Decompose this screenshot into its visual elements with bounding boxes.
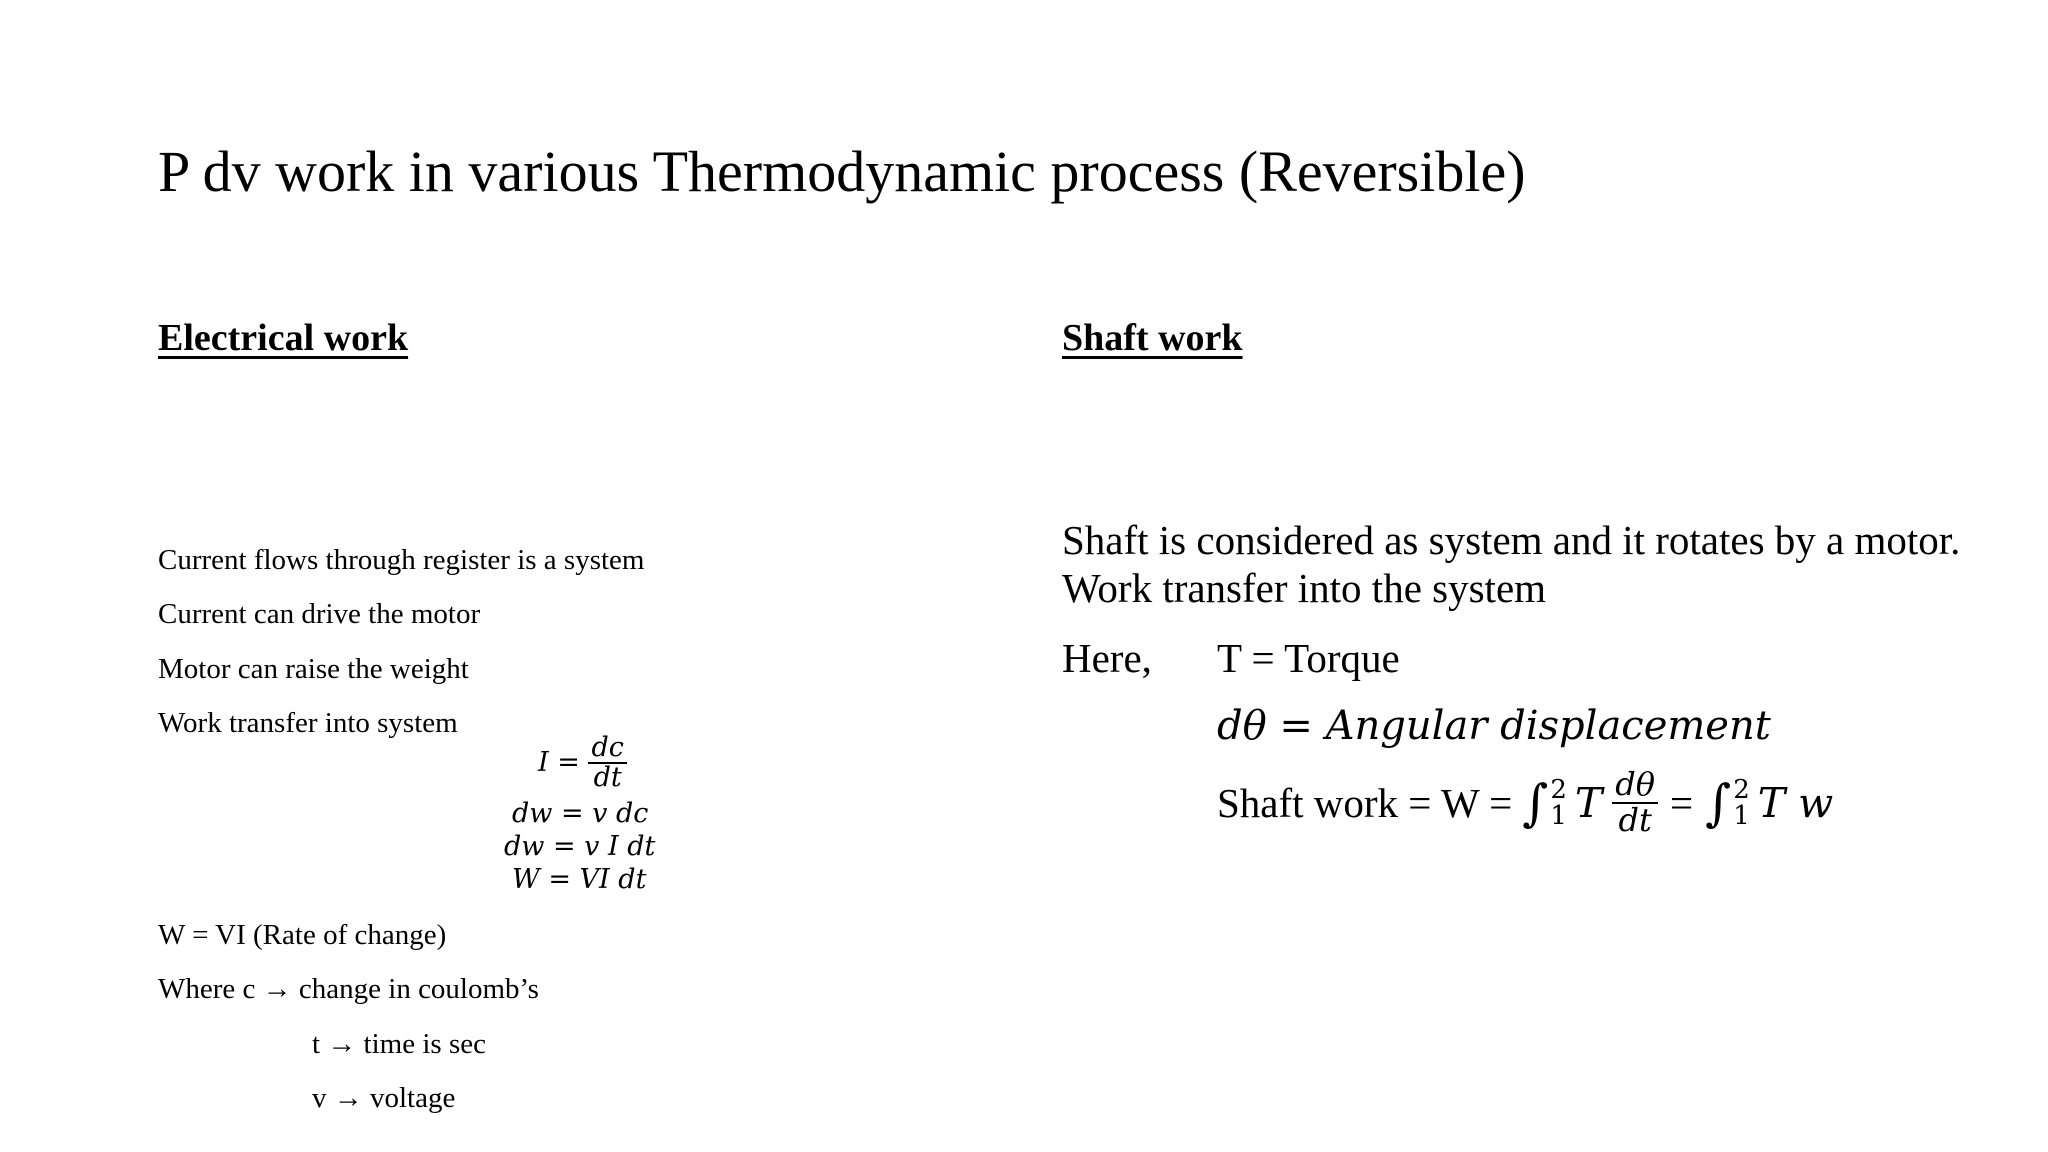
equation-current — [538, 734, 627, 793]
slide-title: P dv work in various Thermodynamic process (Reversible) — [158, 139, 1526, 204]
shaft-work-label: Shaft work = W = — [1217, 779, 1513, 826]
integral-upper-limit: 2 — [1550, 774, 1567, 805]
integral-2 — [1705, 773, 1750, 832]
shaft-work-heading: Shaft work — [1062, 317, 1243, 359]
integral-lower-limit: 1 — [1733, 800, 1750, 831]
fraction-numerator: dθ — [1612, 768, 1658, 804]
electrical-line-4: Work transfer into system — [158, 707, 458, 739]
equation-current-fraction — [588, 734, 626, 793]
torque-definition: T = Torque — [1217, 635, 1400, 681]
rate-of-change-line: W = VI (Rate of change) — [158, 919, 447, 951]
electrical-work-heading: Electrical work — [158, 317, 409, 359]
equation-dw-vdc: dw = v dc — [512, 798, 649, 829]
fraction-denominator: dt — [593, 762, 622, 794]
fraction-numerator: dc — [588, 734, 626, 764]
equation-dw-vidt: dw = v I dt — [504, 831, 656, 862]
angular-displacement-definition: dθ = Angular displacement — [1217, 703, 1771, 749]
here-label: Here, — [1062, 635, 1152, 681]
integral-1 — [1522, 773, 1567, 832]
fraction-denominator: dt — [1618, 800, 1652, 839]
integral-sign: ∫ — [1522, 773, 1549, 832]
shaft-work-equation — [1217, 765, 1834, 839]
electrical-line-2: Current can drive the motor — [158, 598, 481, 630]
where-v-line: v → voltage — [312, 1082, 456, 1114]
where-c-line: Where c → change in coulomb’s — [158, 973, 539, 1005]
equation-w-vidt: W = VI dt — [512, 864, 647, 895]
shaft-fraction — [1612, 765, 1658, 839]
integral-lower-limit: 1 — [1550, 800, 1567, 831]
where-t-line: t → time is sec — [312, 1028, 486, 1060]
integral-sign: ∫ — [1705, 773, 1732, 832]
electrical-line-1: Current flows through register is a system — [158, 544, 645, 576]
electrical-line-3: Motor can raise the weight — [158, 653, 469, 685]
integrand-torque: T — [1574, 778, 1603, 827]
shaft-description: Shaft is considered as system and it rotates by a motor. Work transfer into the system — [1062, 517, 1961, 611]
integrand-torque-omega: T w — [1757, 778, 1834, 827]
integral-upper-limit: 2 — [1733, 774, 1750, 805]
equals-sign: = — [1670, 779, 1694, 826]
equation-current-lhs: I = — [538, 746, 580, 778]
